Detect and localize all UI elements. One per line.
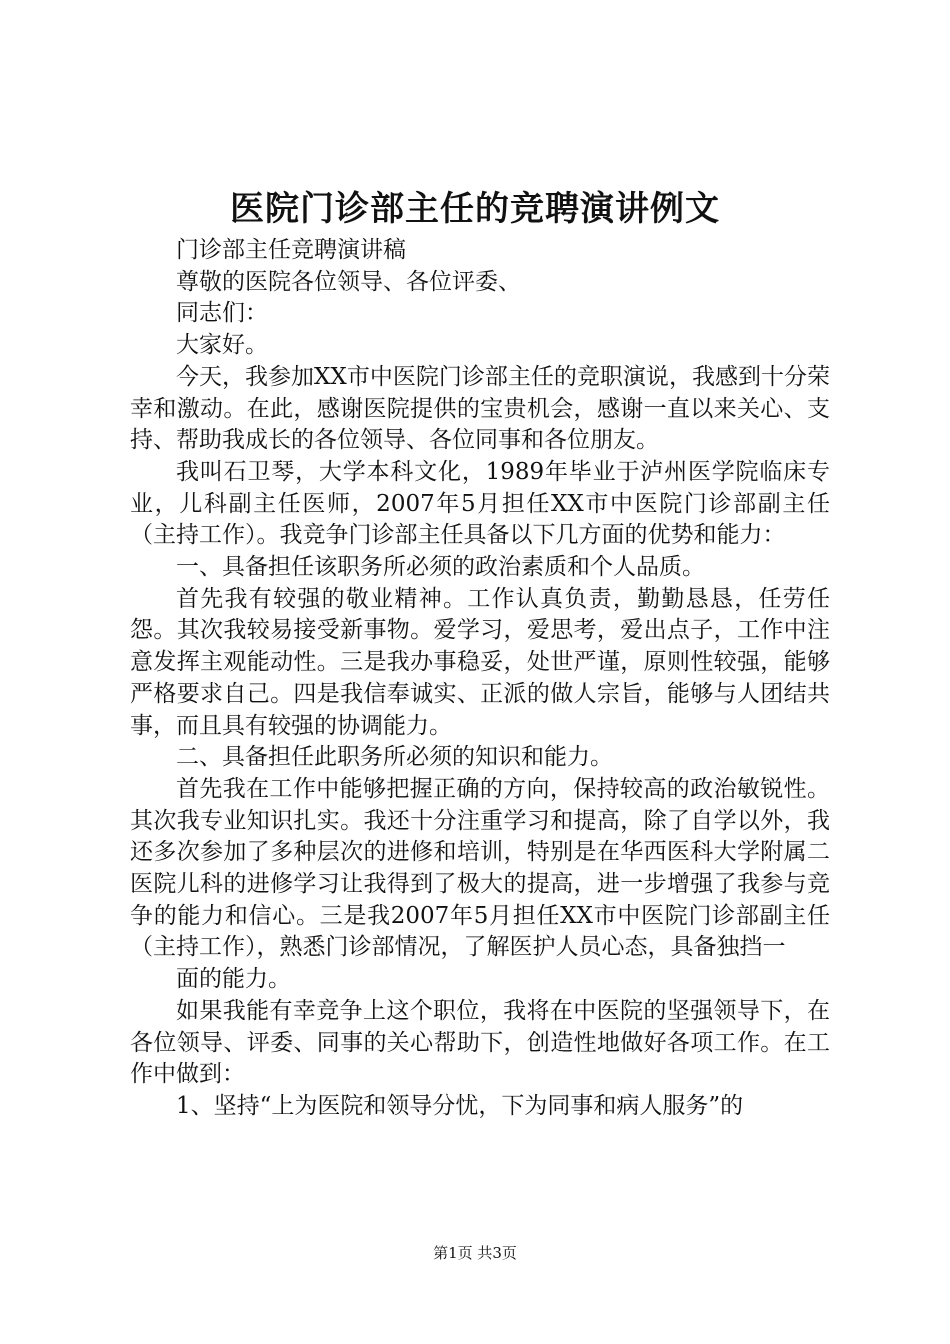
paragraph-greeting: 大家好。	[176, 332, 268, 359]
paragraph-section-two-body: 首先我在工作中能够把握正确的方向，保持较高的政治敏锐性。其次我专业知识扎实。我还十分注重学习和提高，除了自学以外，我还多次参加了多种层次的进修和培训，特别是在华西医科大学附属二医院儿科的进修学习让我得到了极大的提高，进一步增强了我参与竞争的能力和信心。三是我2007年5月担任XX市中医院门诊部副主任（主持工作），熟悉门诊部情况，了解医护人员心态，具备独挡一	[130, 775, 830, 961]
paragraph-heading: 门诊部主任竞聘演讲稿	[176, 237, 406, 263]
document-title: 医院门诊部主任的竞聘演讲例文	[230, 189, 720, 229]
paragraph-intro: 今天，我参加XX市中医院门诊部主任的竞职演说，我感到十分荣幸和激动。在此，感谢医院提供的宝贵机会，感谢一直以来关心、支持、帮助我成长的各位领导、各位同事和各位朋友。	[130, 363, 830, 454]
paragraph-background: 我叫石卫琴，大学本科文化，1989年毕业于泸州医学院临床专业，儿科副主任医师，2007年5月担任XX市中医院门诊部副主任（主持工作）。我竞争门诊部主任具备以下几方面的优势和能力：	[130, 458, 830, 549]
paragraph-section-two-tail: 面的能力。	[176, 966, 291, 993]
paragraph-section-two-heading: 二、具备担任此职务所必须的知识和能力。	[176, 744, 613, 771]
paragraph-section-one-body: 首先我有较强的敬业精神。工作认真负责，勤勤恳恳，任劳任怨。其次我较易接受新事物。爱学习，爱思考，爱出点子，工作中注意发挥主观能动性。三是我办事稳妥，处世严谨，原则性较强，能够严格要求自己。四是我信奉诚实、正派的做人宗旨，能够与人团结共事，而且具有较强的协调能力。	[130, 585, 830, 739]
paragraph-section-one-heading: 一、具备担任该职务所必须的政治素质和个人品质。	[176, 554, 705, 581]
paragraph-salutation: 尊敬的医院各位领导、各位评委、	[176, 268, 521, 295]
paragraph-salutation-2: 同志们：	[176, 300, 268, 327]
page-number-footer: 第1页 共3页	[433, 1244, 517, 1262]
paragraph-plan-item-1: 1、坚持“上为医院和领导分忧，下为同事和病人服务”的	[176, 1092, 744, 1119]
document-body	[130, 235, 830, 1123]
paragraph-plan-intro: 如果我能有幸竞争上这个职位，我将在中医院的坚强领导下，在各位领导、评委、同事的关心帮助下，创造性地做好各项工作。在工作中做到：	[130, 997, 830, 1088]
